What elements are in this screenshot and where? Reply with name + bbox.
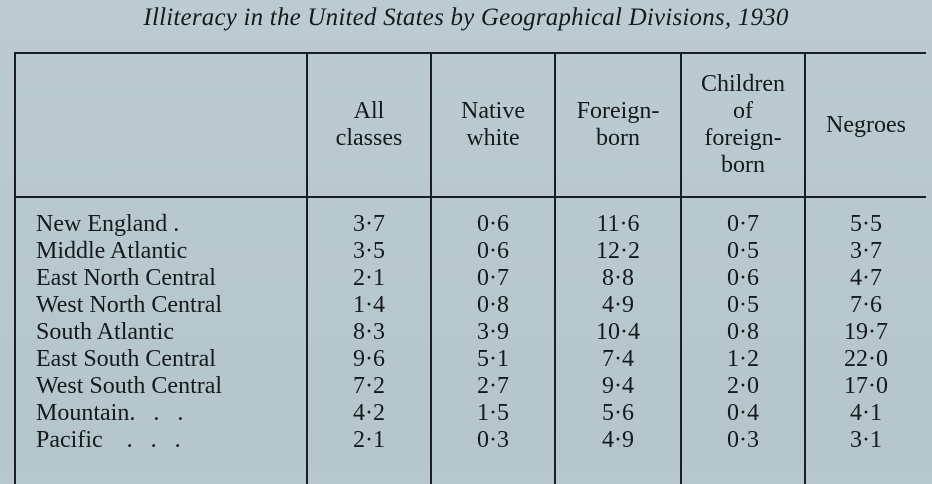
division-name: Pacific . . .	[36, 427, 181, 453]
value-native-white: 3·9	[477, 319, 509, 345]
table-row	[16, 427, 926, 454]
header-negroes	[806, 54, 926, 196]
header-text: Negroes	[826, 111, 906, 138]
value-all-classes: 3·7	[353, 211, 385, 237]
table-row	[16, 346, 926, 373]
division-name: West North Central	[36, 292, 223, 318]
header-text: Native	[461, 98, 525, 124]
division-name: East North Central	[36, 265, 216, 291]
division-name: South Atlantic	[36, 319, 174, 345]
value-negroes: 7·6	[850, 292, 882, 318]
division-name: West South Central	[36, 373, 223, 399]
value-foreign-born: 12·2	[596, 238, 640, 264]
value-all-classes: 1·4	[353, 292, 385, 318]
value-native-white: 0·8	[477, 292, 509, 318]
header-children-foreign-born	[682, 54, 804, 196]
value-children-foreign-born: 0·8	[727, 319, 759, 345]
value-negroes: 4·1	[850, 400, 882, 426]
division-name: Middle Atlantic	[36, 238, 188, 264]
illiteracy-table	[14, 52, 926, 484]
header-all-classes	[308, 54, 430, 196]
value-foreign-born: 4·9	[602, 427, 634, 453]
value-children-foreign-born: 0·4	[727, 400, 759, 426]
value-children-foreign-born: 0·5	[727, 238, 759, 264]
value-all-classes: 9·6	[353, 346, 385, 372]
value-foreign-born: 9·4	[602, 373, 634, 399]
value-foreign-born: 11·6	[596, 211, 640, 237]
value-negroes: 3·1	[850, 427, 882, 453]
value-negroes: 5·5	[850, 211, 882, 237]
value-native-white: 0·6	[477, 211, 509, 237]
table-row	[16, 211, 926, 238]
value-children-foreign-born: 1·2	[727, 346, 759, 372]
value-children-foreign-born: 0·6	[727, 265, 759, 291]
table-title: Illiteracy in the United States by Geographical Divisions, 1930	[143, 4, 789, 31]
header-text: born	[596, 125, 640, 151]
value-native-white: 0·7	[477, 265, 509, 291]
header-text: classes	[335, 125, 403, 151]
header-foreign-born	[556, 54, 680, 196]
header-text: Foreign-	[576, 98, 660, 124]
value-native-white: 1·5	[477, 400, 509, 426]
table-row	[16, 238, 926, 265]
value-all-classes: 8·3	[353, 319, 385, 345]
header-rule	[16, 196, 926, 198]
value-children-foreign-born: 0·3	[727, 427, 759, 453]
value-foreign-born: 8·8	[602, 265, 634, 291]
header-text: All	[353, 98, 385, 124]
table-row	[16, 400, 926, 427]
value-all-classes: 3·5	[353, 238, 385, 264]
table-row	[16, 292, 926, 319]
value-children-foreign-born: 2·0	[727, 373, 759, 399]
value-foreign-born: 7·4	[602, 346, 634, 372]
header-text: born	[721, 152, 765, 178]
value-native-white: 0·6	[477, 238, 509, 264]
value-foreign-born: 10·4	[596, 319, 640, 345]
value-all-classes: 7·2	[353, 373, 385, 399]
value-all-classes: 2·1	[353, 427, 385, 453]
value-native-white: 0·3	[477, 427, 509, 453]
header-text: Children	[701, 71, 785, 97]
header-division	[16, 54, 306, 196]
value-all-classes: 4·2	[353, 400, 385, 426]
value-all-classes: 2·1	[353, 265, 385, 291]
table-row	[16, 319, 926, 346]
value-native-white: 5·1	[477, 346, 509, 372]
value-native-white: 2·7	[477, 373, 509, 399]
value-negroes: 17·0	[844, 373, 888, 399]
value-foreign-born: 4·9	[602, 292, 634, 318]
division-name: East South Central	[36, 346, 216, 372]
header-text: of	[733, 98, 753, 124]
header-native-white	[432, 54, 554, 196]
value-negroes: 4·7	[850, 265, 882, 291]
value-children-foreign-born: 0·7	[727, 211, 759, 237]
table-row	[16, 265, 926, 292]
value-foreign-born: 5·6	[602, 400, 634, 426]
header-text: white	[466, 125, 520, 151]
value-negroes: 22·0	[844, 346, 888, 372]
division-name: New England .	[36, 211, 180, 237]
division-name: Mountain. . .	[36, 400, 184, 426]
value-negroes: 3·7	[850, 238, 882, 264]
table-row	[16, 373, 926, 400]
header-text: foreign-	[704, 125, 782, 151]
value-negroes: 19·7	[844, 319, 888, 345]
value-children-foreign-born: 0·5	[727, 292, 759, 318]
